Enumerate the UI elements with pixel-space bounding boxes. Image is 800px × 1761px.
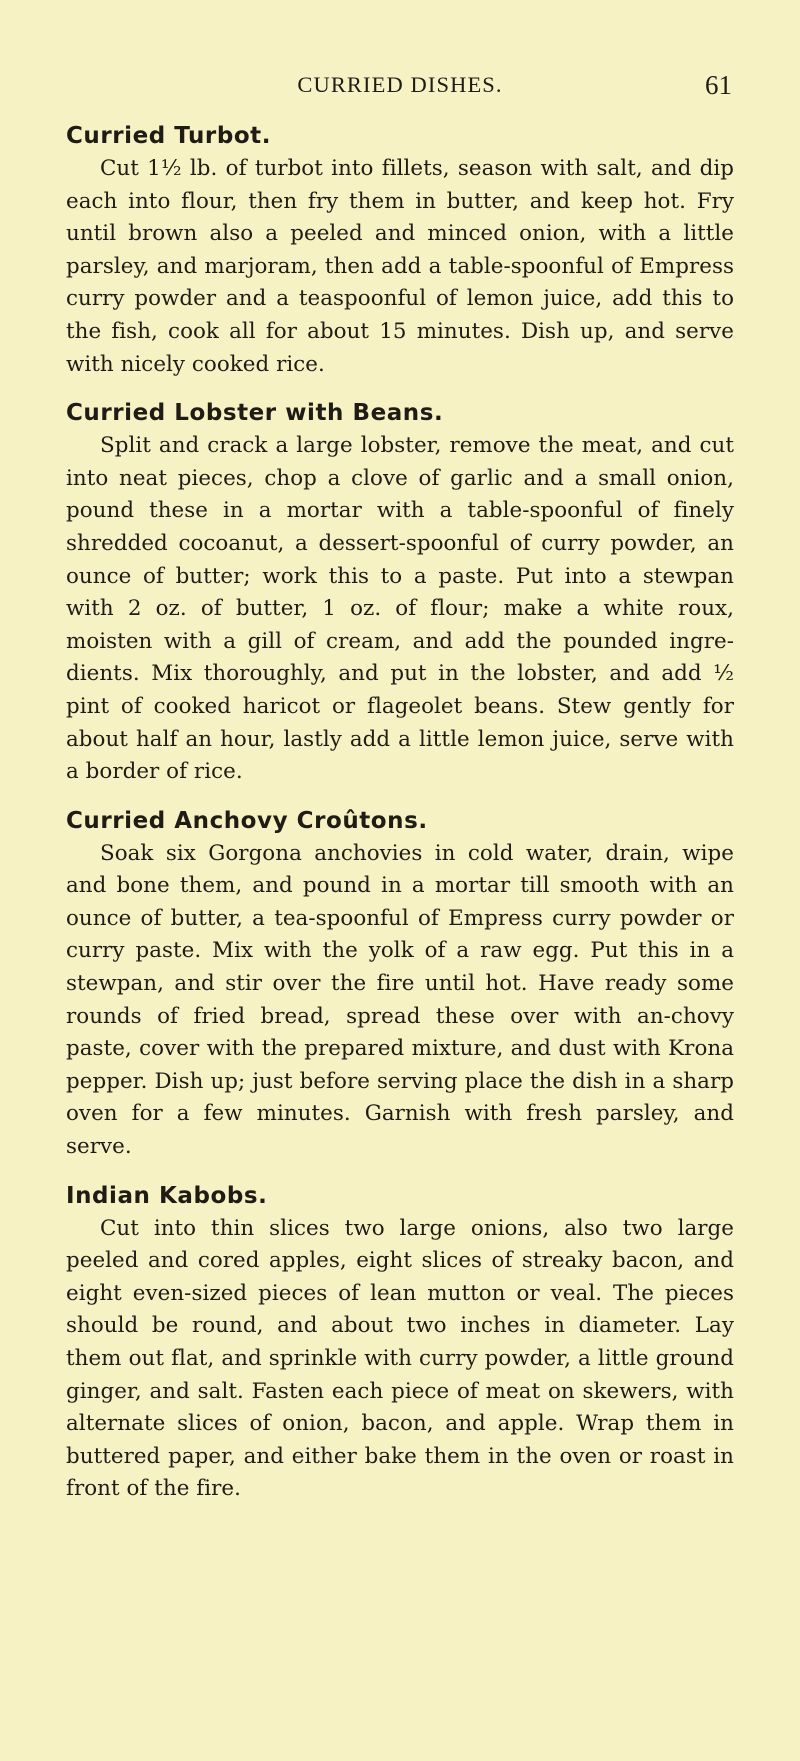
recipe-body: Split and crack a large lobster, remove the meat, and cut into neat pieces, chop a clove of garlic and a small onion, pound these in a mortar with a table-spoonful of finely shredded cocoanut, a dessert-spoonful of curry powder, an ounce of butter; work this to a paste. Put into a stewpan with 2 oz. of butter, 1 oz. of flour; make a white roux, moisten with a gill of cream, and add the pounded ingre-dients. Mix thoroughly, and put in the lobster, and add ½ pint of cooked haricot or flageolet beans. Stew gently for about half an hour, lastly add a little lemon juice, serve with a border of rice.: [66, 433, 734, 785]
recipe-title: Indian Kabobs.: [66, 1182, 268, 1209]
page-number: 61: [705, 70, 732, 100]
recipe-title: Curried Lobster with Beans.: [66, 400, 444, 427]
recipe-title: Curried Turbot.: [66, 123, 272, 149]
running-title: CURRIED DISHES.: [297, 72, 503, 97]
recipe-indian-kabobs: [66, 1179, 734, 1506]
running-header: [66, 68, 734, 102]
recipe-title: Curried Anchovy Croûtons.: [66, 807, 428, 834]
recipe-body: Cut into thin slices two large onions, also two large peeled and cored apples, eight slices of streaky bacon, and eight even-sized pieces of lean mutton or veal. The pieces should be round, and about two inches in diameter. Lay them out flat, and sprinkle with curry powder, a little ground ginger, and salt. Fasten each piece of meat on skewers, with alternate slices of onion, bacon, and apple. Wrap them in buttered paper, and either bake them in the oven or roast in front of the fire.: [66, 1215, 734, 1502]
recipe-body: Soak six Gorgona anchovies in cold water, drain, wipe and bone them, and pound in a mortar till smooth with an ounce of butter, a tea-spoonful of Empress curry powder or curry paste. Mix with the yolk of a raw egg. Put this in a stewpan, and stir over the fire until hot. Have ready some rounds of fried bread, spread these over with an-chovy paste, cover with the prepared mixture, and dust with Krona pepper. Dish up; just before serving place the dish in a sharp oven for a few minutes. Garnish with fresh parsley, and serve.: [66, 840, 734, 1160]
recipe-curried-anchovy-croutons: [66, 804, 734, 1164]
recipe-body: Cut 1½ lb. of turbot into fillets, season with salt, and dip each into flour, then fry them in butter, and keep hot. Fry until brown also a peeled and minced onion, with a little parsley, and marjoram, then add a table-spoonful of Empress curry powder and a teaspoonful of lemon juice, add this to the fish, cook all for about 15 minutes. Dish up, and serve with nicely cooked rice.: [66, 156, 734, 377]
recipe-curried-turbot: [66, 119, 734, 381]
recipe-curried-lobster-with-beans: [66, 396, 734, 789]
